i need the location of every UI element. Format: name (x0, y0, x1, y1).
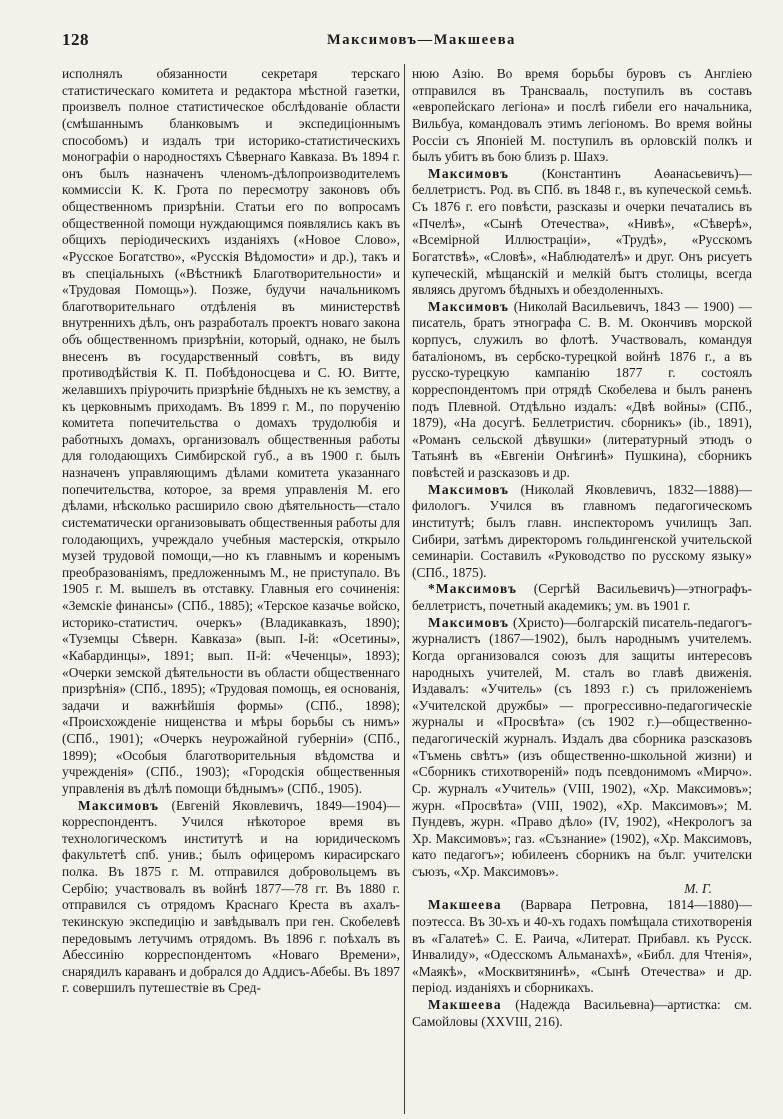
entry-maksimov-khristo (412, 615, 752, 881)
entry-headword: Максимовъ (428, 165, 510, 181)
entry-text: (Сергѣй Васильевичъ)—этнографъ-беллетристъ, почетный академикъ; ум. въ 1901 г. (412, 581, 752, 613)
entry-headword: Максимовъ (428, 298, 510, 314)
entry-headword: Максимовъ (428, 481, 510, 497)
entry-maksimov-evgeny (62, 798, 400, 998)
entry-maksheeva-varvara (412, 897, 752, 997)
entry-maksheeva-nadezhda (412, 997, 752, 1030)
entry-maksimov-sergey (412, 581, 752, 614)
entry-maksimov-nikolay-vas (412, 299, 752, 482)
entry-text: (Варвара Петровна, 1814—1880)—поэтесса. Въ 30-хъ и 40-хъ годахъ помѣщала стихотворенія въ «Галатеѣ» С. Е. Раича, «Литерат. Прибавл. къ Русск. Инвалиду», «Одесскомъ Альманахѣ», «Библ. для Чтенія», «Маякѣ», «Москвитянинѣ», «Сынѣ Отечества» и др. період. изданіяхъ и сборникахъ. (412, 897, 752, 996)
running-title: Максимовъ—Макшеева (326, 32, 516, 48)
column-divider (404, 64, 405, 1114)
entry-headword: Макшеева (428, 997, 502, 1012)
entry-text: (Николай Яковлевичъ, 1832—1888)—филологъ. Учился въ главномъ педагогическомъ институтѣ; былъ главн. инспекторомъ училищъ Зап. Сибири, затѣмъ директоромъ гольдингенской учительской семинаріи. Составилъ «Руководство по русскому языку» (СПб., 1875). (412, 481, 752, 580)
entry-headword: Максимовъ (78, 797, 160, 813)
entry-text: (Николай Васильевичъ, 1843 — 1900) — писатель, братъ этнографа С. В. М. Окончивъ морской корпусъ, служилъ во флотѣ. Участвовалъ, командуя баталіономъ, въ сербско-турецкой войнѣ 1876 г., а въ русско-турецкую кампанію 1877 г. состоялъ корреспондентомъ при отрядѣ Скобелева и былъ раненъ подъ Плевной. Отдѣльно издалъ: «Двѣ войны» (СПб., 1879), «На досугѣ. Беллетристич. сборникъ» (ib., 1891), «Романъ сельской дѣвушки» (литературный этюдъ о Татьянѣ въ «Евгеніи Онѣгинѣ» Пушкина), сборникъ повѣстей и разсказовъ и др. (412, 298, 752, 480)
entry-text: (Надежда Васильевна)—артистка: см. Самойловы (XXVIII, 216). (412, 997, 752, 1029)
entry-continuation: исполнялъ обязанности секретаря терскаго статистическаго комитета и редактора мѣстной газетки, произвелъ полное статистическое обслѣдованіе области (смѣшаннымъ бланковымъ и экспедиціоннымъ способомъ) и издалъ три историко-статистическихъ монографіи о народностяхъ Сѣвернаго Кавказа. Въ 1894 г. онъ былъ назначенъ членомъ-дѣлопроизводителемъ коммиссіи К. К. Грота по пересмотру законовъ объ общественномъ призрѣніи. Статьи его по вопросамъ общественной помощи нуждающимся появлялись какъ въ общихъ періодическихъ изданіяхъ («Новое Слово», «Русское Богатство», «Русскія Вѣдомости» и др.), такъ и въ спеціальныхъ («Вѣстникѣ Благотворительности» и «Трудовая Помощь»). Позже, будучи начальникомъ благотворительнаго отдѣленія въ министерствѣ внутреннихъ дѣлъ, онъ разработалъ проектъ новаго закона объ общественномъ призрѣніи, который, однако, не былъ внесенъ въ государственный совѣтъ, въ виду противодѣйствія К. П. Побѣдоносцева и С. Ю. Витте, желавшихъ пріурочить призрѣніе бѣдныхъ не къ земству, а къ церковнымъ приходамъ. Въ 1899 г. М., по порученію комитета попечительства о домахъ трудолюбія и работныхъ домахъ, организовалъ общественныя работы для голодающихъ Симбирской губ., а въ 1900 г. былъ назначенъ управляющимъ дѣлами комитета указаннаго попечительства, которое, за время управленія М. его дѣлами, нѣсколько расширило свою дѣятельность—стало систематически организовывать общественныя работы для голодающихъ, учреждало учебныя мастерскія, открыло музей трудовой помощи,—но къ главнымъ и коренымъ преобразованіямъ, предложеннымъ М., не приступало. Въ 1905 г. М. вышелъ въ отставку. Главныя его сочиненія: «Земскіе финансы» (СПб., 1885); «Терское казачье войско, историко-статистич. очеркъ» (Владикавказъ, 1890); «Туземцы Сѣверн. Кавказа» (вып. I-й: «Осетины», «Кабардинцы», 1891; вып. II-й: «Чеченцы», 1893); «Очерки земской дѣятельности въ области общественнаго призрѣнія» (СПб., 1895); «Трудовая помощь, ея основанія, задачи и важнѣйшія формы» (СПб., 1898); «Происхожденіе нищенства и мѣры борьбы съ нимъ» (СПб., 1901); «Очеркъ неурожайной губерніи» (СПб., 1899); «Особыя благотворительныя вѣдомства и учрежденія» (СПб., 1903); «Городскія общественныя управленія въ дѣлѣ помощи бѣднымъ» (СПб., 1905). (62, 66, 400, 796)
page-number: 128 (62, 30, 89, 49)
entry-signature: М. Г. (684, 880, 712, 896)
entry-headword: *Максимовъ (428, 581, 518, 597)
entry-maksimov-konstantin (412, 166, 752, 299)
entry-headword: Максимовъ (428, 614, 510, 630)
entry-text: (Константинъ Аѳанасьевичъ)—беллетристъ. Род. въ СПб. въ 1848 г., въ купеческой семьѣ. Съ 1876 г. его повѣсти, разсказы и очерки печатались въ «Пчелѣ», «Сынѣ Отечества», «Нивѣ», «Сѣверѣ», «Всемірной Иллюстраціи», «Трудѣ», «Русскомъ Богатствѣ», «Словѣ», «Наблюдателѣ» и друг. Онъ рисуетъ купеческій, мѣщанскій и мелкій бытъ столицы, всегда являясь другомъ бѣдныхъ и обездоленныхъ. (412, 165, 752, 298)
entry-continuation: нюю Азію. Во время борьбы буровъ съ Англіею отправился въ Трансвааль, поступилъ въ составъ «европейскаго легіона» и послѣ гибели его начальника, Вильбуа, командовалъ этимъ легіономъ. Во время войны Россіи съ Японіей М. поступилъ въ орловскій полкъ и былъ убитъ въ бою близъ р. Шахэ. (412, 66, 752, 165)
entry-maksimov-nikolay-yak (412, 482, 752, 582)
right-column (412, 66, 752, 1116)
entry-headword: Макшеева (428, 897, 502, 913)
entry-text: (Христо)—болгарскій писатель-педагогъ-журналистъ (1867—1902), былъ народнымъ учителемъ. Когда организовался союзъ для защиты интересовъ народныхъ учителей, М. сталъ во главѣ движенія. Издавалъ: «Учитель» (съ 1893 г.) съ приложеніемъ «Учителской дружбы» — прогрессивно-педагогическіе журналы и «Просвѣта» (съ 1902 г.)—общественно-педагогическій журналъ. Издалъ два сборника разсказовъ «Тъмень свѣтъ» (изъ общественно-школьной жизни) и «Сборникъ стихотвореній» подъ псевдонимомъ «Мирчо». Ср. журналъ «Учитель» (VIII, 1902), «Хр. Максимовъ»; журн. «Просвѣта» (VIII, 1902), «Хр. Максимовъ»; М. Пундевъ, журн. «Право дѣло» (IV, 1902), «Некрологъ за Хр. Максимовъ»; газ. «Съзнание» (1902), «Хр. Максимовъ, като педагогъ»; юбилеенъ сборникъ на бълг. учителски съюзъ, «Хр. Максимовъ». (412, 614, 752, 879)
entry-text: (Евгеній Яковлевичъ, 1849—1904)—корреспондентъ. Учился нѣкоторое время въ технологическомъ институтѣ и на юридическомъ факультетѣ спб. унив.; былъ офицеромъ кирасирскаго полка. Въ 1875 г. М. отправился добровольцемъ въ Сербію; участвовалъ въ войнѣ 1877—78 гг. Въ 1880 г. отправился съ отрядомъ Краснаго Креста въ ахалъ-текинскую экспедицію и завѣдывалъ при ген. Скобелевѣ передовымъ летучимъ отрядомъ. Въ 1896 г. поѣхалъ въ Абессинію корреспондентомъ «Новаго Времени», снарядилъ караванъ и добрался до Аддисъ-Абебы. Въ 1897 г. совершилъ путешествіе въ Сред- (62, 797, 400, 996)
left-column (62, 66, 400, 1116)
